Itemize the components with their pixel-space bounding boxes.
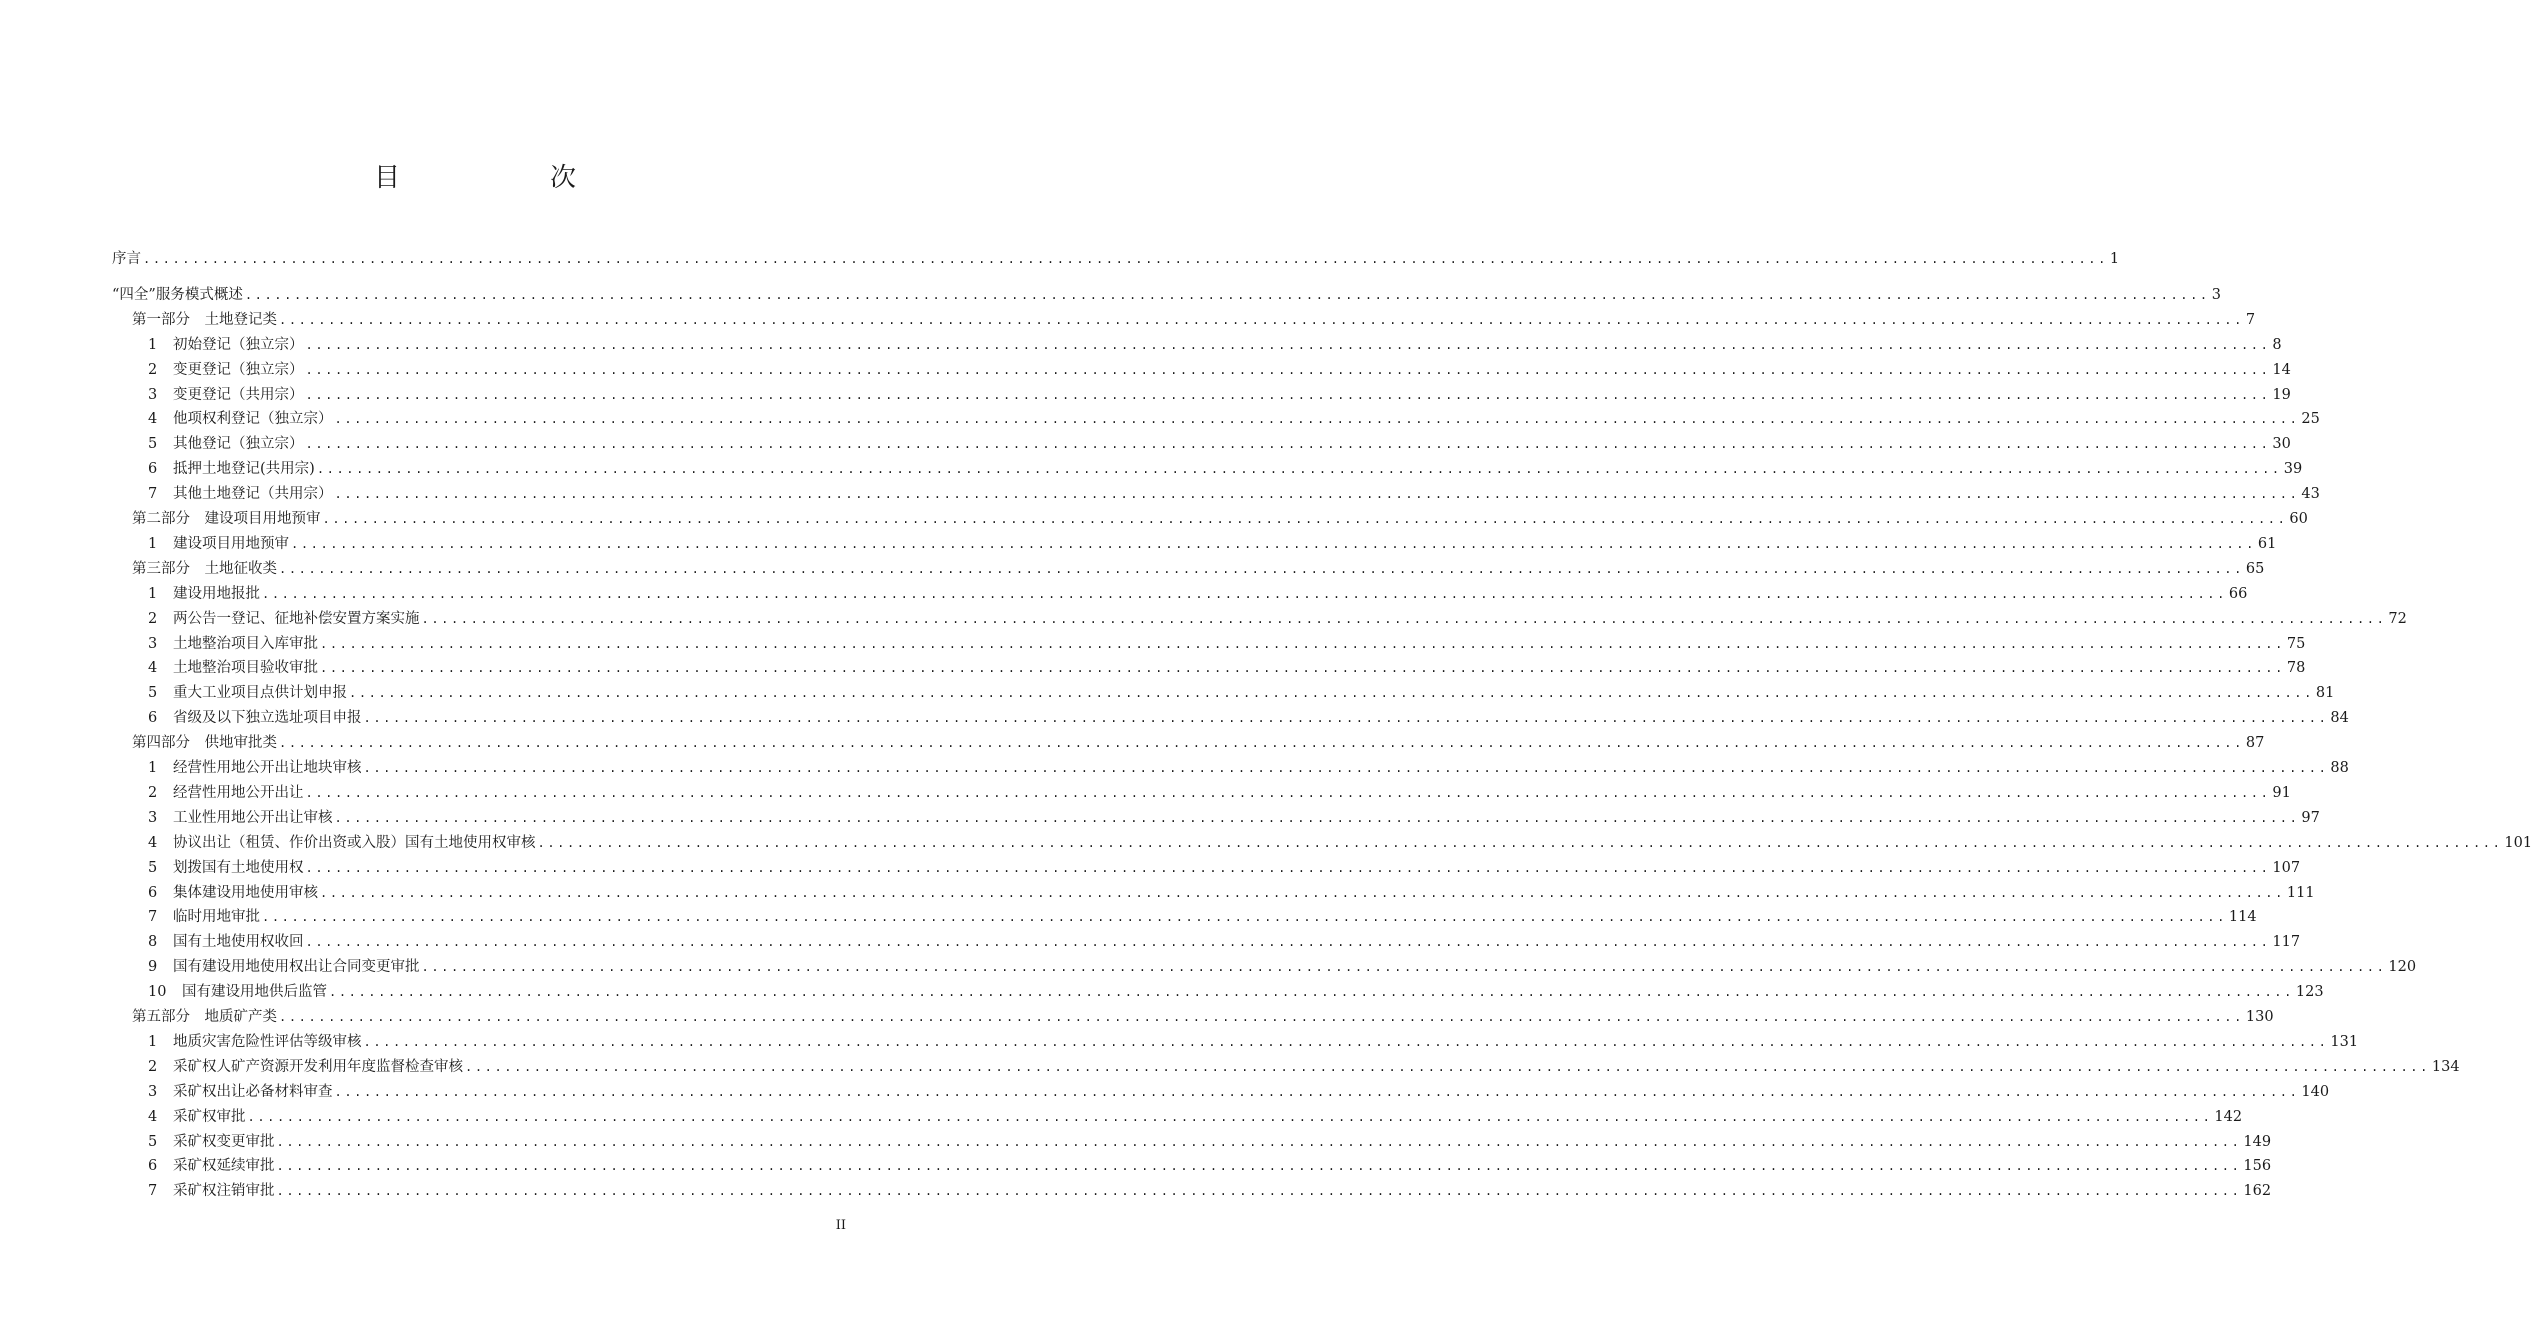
toc-entry-page: 120 (2388, 959, 2417, 976)
toc-entry (148, 1056, 2460, 1078)
toc-entry-number: 1 (148, 336, 158, 353)
toc-entry (148, 857, 2301, 879)
toc-entry (148, 707, 2349, 729)
toc-entry-label: 采矿权注销审批 (173, 1183, 275, 1200)
toc-entry-page: 39 (2283, 461, 2303, 478)
toc-leader-dots: ........................................................................................................................................................................................................ (316, 462, 2282, 477)
toc-entry (148, 1131, 2272, 1153)
toc-entry-label: 变更登记（独立宗） (173, 361, 304, 378)
toc-entry-page: 65 (2245, 560, 2265, 577)
toc-entry-label: 其他登记（独立宗） (173, 436, 304, 453)
toc-leader-dots: ........................................................................................................................................................................................................ (320, 661, 2285, 676)
toc-entry (148, 408, 2320, 430)
toc-entry-page: 43 (2301, 486, 2320, 503)
toc-entry-page: 81 (2315, 685, 2335, 702)
toc-entry-page: 131 (2330, 1033, 2359, 1050)
toc-entry (148, 1180, 2272, 1202)
toc-entry (148, 1155, 2272, 1177)
toc-leader-dots: ........................................................................................................................................................................................................ (363, 1034, 2329, 1049)
toc-leader-dots: ........................................................................................................................................................................................................ (334, 487, 2300, 502)
toc-entry-number: 1 (148, 535, 158, 552)
toc-entry (148, 384, 2291, 406)
toc-entry-page: 134 (2431, 1058, 2460, 1075)
toc-entry-number: 4 (148, 834, 158, 851)
toc-leader-dots: ........................................................................................................................................................................................................ (322, 512, 2288, 526)
toc-entry-label: 国有土地使用权收回 (173, 934, 304, 951)
toc-leader-dots: ........................................................................................................................................................................................................ (465, 1059, 2430, 1074)
toc-entry-label: 划拨国有土地使用权 (173, 859, 304, 876)
toc-leader-dots: ........................................................................................................................................................................................................ (279, 1010, 2244, 1024)
toc-entry (148, 334, 2282, 356)
toc-entry (112, 248, 2120, 270)
toc-leader-dots: ........................................................................................................................................................................................................ (247, 1109, 2213, 1124)
toc-entry-label: “四全”服务模式概述 (112, 286, 243, 303)
toc-entry (132, 508, 2308, 530)
toc-entry-page: 66 (2228, 585, 2248, 602)
toc-entry-label: 重大工业项目点供计划申报 (173, 685, 347, 702)
toc-entry-label: 初始登记（独立宗） (173, 336, 304, 353)
toc-entry-page: 117 (2272, 934, 2301, 951)
toc-entry (148, 906, 2257, 928)
toc-entry (148, 807, 2320, 829)
toc-entry-label: 采矿权人矿产资源开发利用年度监督检查审核 (173, 1058, 463, 1075)
toc-entry (148, 633, 2306, 655)
toc-entry-page: 107 (2272, 859, 2301, 876)
toc-entry-number: 2 (148, 1058, 158, 1075)
toc-entry (148, 483, 2320, 505)
toc-leader-dots: ........................................................................................................................................................................................................ (276, 1134, 2242, 1149)
toc-entry-label: 国有建设用地使用权出让合同变更审批 (173, 959, 420, 976)
toc-entry-label: 土地整治项目验收审批 (173, 660, 318, 677)
toc-leader-dots: ........................................................................................................................................................................................................ (262, 586, 2227, 601)
toc-entry (148, 832, 2532, 854)
toc-entry-label: 地质灾害危险性评估等级审核 (173, 1033, 362, 1050)
toc-entry-number: 1 (148, 760, 158, 776)
toc-entry-label: 工业性用地公开出让审核 (173, 809, 333, 826)
toc-entry-label: 第四部分 供地审批类 (132, 735, 277, 752)
toc-entry (148, 981, 2324, 1003)
toc-leader-dots: ........................................................................................................................................................................................................ (143, 252, 2108, 266)
toc-leader-dots: ........................................................................................................................................................................................................ (305, 387, 2271, 402)
toc-entry-label: 第三部分 土地征收类 (132, 560, 277, 577)
toc-entry (148, 583, 2248, 605)
toc-entry-page: 97 (2301, 809, 2320, 826)
toc-entry-label: 建设用地报批 (173, 585, 260, 602)
toc-leader-dots: ........................................................................................................................................................................................................ (279, 736, 2244, 751)
toc-entry-page: 14 (2272, 361, 2291, 378)
toc-entry-page: 130 (2245, 1009, 2274, 1025)
toc-entry-page: 88 (2330, 760, 2349, 776)
toc-entry (112, 284, 2221, 306)
toc-entry-page: 75 (2286, 635, 2306, 652)
toc-entry-number: 1 (148, 1033, 158, 1050)
toc-entry-label: 土地整治项目入库审批 (173, 635, 318, 652)
toc-entry-label: 采矿权审批 (173, 1108, 246, 1125)
toc-entry (148, 1031, 2359, 1053)
toc-leader-dots: ........................................................................................................................................................................................................ (363, 761, 2329, 775)
toc-entry-label: 采矿权出让必备材料审查 (173, 1083, 333, 1100)
toc-leader-dots: ........................................................................................................................................................................................................ (291, 536, 2256, 551)
toc-entry-number: 7 (148, 909, 158, 926)
toc-entry-page: 149 (2243, 1133, 2272, 1150)
toc-entry-page: 19 (2272, 386, 2291, 403)
toc-leader-dots: ........................................................................................................................................................................................................ (262, 910, 2227, 925)
toc-entry (148, 608, 2407, 630)
toc-entry-number: 2 (148, 361, 158, 378)
toc-entry-label: 建设项目用地预审 (173, 535, 289, 552)
toc-entry-number: 4 (148, 1108, 158, 1125)
toc-entry-number: 1 (148, 585, 158, 602)
toc-entry-page: 25 (2301, 411, 2320, 428)
toc-entry-page: 72 (2388, 610, 2407, 627)
toc-entry-number: 3 (148, 809, 158, 826)
toc-entry-page: 30 (2272, 436, 2291, 453)
toc-entry-label: 省级及以下独立选址项目申报 (173, 710, 362, 727)
toc-entry-page: 91 (2272, 784, 2291, 801)
toc-entry-number: 7 (148, 486, 158, 503)
toc-entry-page: 114 (2228, 909, 2257, 926)
toc-entry-page: 162 (2243, 1183, 2272, 1200)
toc-leader-dots: ........................................................................................................................................................................................................ (276, 1184, 2242, 1199)
toc-leader-dots: ........................................................................................................................................................................................................ (334, 412, 2300, 427)
toc-entry-label: 第一部分 土地登记类 (132, 311, 277, 328)
toc-entry-page: 156 (2243, 1158, 2272, 1175)
toc-entry-label: 他项权利登记（独立宗） (173, 411, 333, 428)
toc-entry-number: 9 (148, 959, 158, 976)
toc-entry (148, 1081, 2330, 1103)
toc-entry-number: 6 (148, 884, 158, 901)
toc-entry (132, 1006, 2274, 1028)
toc-entry-number: 5 (148, 685, 158, 702)
toc-entry-label: 经营性用地公开出让地块审核 (173, 760, 362, 776)
toc-entry (148, 782, 2291, 804)
toc-entry-number: 6 (148, 1158, 158, 1175)
toc-entry-number: 3 (148, 1083, 158, 1100)
toc-title: 目 次 (373, 163, 638, 193)
toc-entry (148, 533, 2277, 555)
toc-entry-number: 2 (148, 784, 158, 801)
toc-entry-page: 123 (2295, 984, 2324, 1001)
toc-entry-page: 61 (2257, 535, 2277, 552)
toc-entry (148, 757, 2349, 779)
toc-entry-label: 序言 (112, 251, 141, 267)
toc-entry-label: 国有建设用地供后监管 (182, 984, 327, 1001)
toc-entry-number: 8 (148, 934, 158, 951)
toc-entry-number: 4 (148, 411, 158, 428)
toc-entry-number: 5 (148, 436, 158, 453)
toc-leader-dots: ........................................................................................................................................................................................................ (320, 885, 2285, 900)
toc-entry-number: 10 (148, 984, 167, 1001)
toc-entry (148, 359, 2291, 381)
toc-entry-number: 5 (148, 1133, 158, 1150)
toc-entry-label: 采矿权变更审批 (173, 1133, 275, 1150)
toc-leader-dots: ........................................................................................................................................................................................................ (421, 611, 2387, 626)
toc-leader-dots: ........................................................................................................................................................................................................ (305, 337, 2271, 352)
toc-entry (148, 1106, 2243, 1128)
toc-leader-dots: ........................................................................................................................................................................................................ (305, 860, 2271, 875)
toc-entry (132, 732, 2265, 754)
toc-entry-page: 87 (2245, 735, 2265, 752)
toc-entry-page: 60 (2289, 511, 2308, 527)
toc-leader-dots: ........................................................................................................................................................................................................ (305, 935, 2271, 950)
toc-leader-dots: ........................................................................................................................................................................................................ (279, 561, 2244, 576)
toc-entry (132, 309, 2256, 331)
toc-leader-dots: ........................................................................................................................................................................................................ (421, 960, 2387, 975)
toc-entry-number: 2 (148, 610, 158, 627)
toc-entry-label: 协议出让（租赁、作价出资或入股）国有土地使用权审核 (173, 834, 536, 851)
toc-entry-page: 111 (2286, 884, 2315, 901)
toc-leader-dots: ........................................................................................................................................................................................................ (276, 1159, 2242, 1174)
toc-entry-number: 3 (148, 386, 158, 403)
toc-entry-number: 5 (148, 859, 158, 876)
toc-entry-number: 6 (148, 461, 158, 478)
toc-leader-dots: ........................................................................................................................................................................................................ (305, 362, 2271, 377)
toc-entry-number: 7 (148, 1183, 158, 1200)
toc-entry-label: 变更登记（共用宗） (173, 386, 304, 403)
toc-entry-number: 4 (148, 660, 158, 677)
toc-entry-label: 采矿权延续审批 (173, 1158, 275, 1175)
toc-leader-dots: ........................................................................................................................................................................................................ (537, 835, 2503, 850)
toc-entry (148, 657, 2306, 679)
toc-entry-number: 6 (148, 710, 158, 727)
toc-entry-page: 7 (2245, 311, 2256, 328)
toc-entry-label: 集体建设用地使用审核 (173, 884, 318, 901)
toc-entry (148, 956, 2417, 978)
toc-entry-page: 78 (2286, 660, 2306, 677)
toc-entry-page: 101 (2504, 834, 2532, 851)
toc-entry-label: 经营性用地公开出让 (173, 784, 304, 801)
toc-leader-dots: ........................................................................................................................................................................................................ (334, 1084, 2300, 1099)
toc-entry-page: 8 (2272, 336, 2282, 353)
toc-leader-dots: ........................................................................................................................................................................................................ (349, 686, 2314, 701)
toc-entry-page: 1 (2109, 251, 2120, 267)
toc-entry-page: 142 (2214, 1108, 2243, 1125)
toc-leader-dots: ........................................................................................................................................................................................................ (305, 785, 2271, 800)
toc-entry (148, 682, 2335, 704)
toc-entry-label: 临时用地审批 (173, 909, 260, 926)
toc-entry (148, 458, 2303, 480)
toc-leader-dots: ........................................................................................................................................................................................................ (320, 636, 2285, 651)
toc-leader-dots: ........................................................................................................................................................................................................ (363, 711, 2329, 726)
toc-entry-page: 140 (2301, 1083, 2330, 1100)
toc-entry-label: 其他土地登记（共用宗） (173, 486, 333, 503)
toc-entry-page: 84 (2330, 710, 2349, 727)
toc-entry-label: 第五部分 地质矿产类 (132, 1009, 277, 1025)
toc-entry-label: 第二部分 建设项目用地预审 (132, 511, 321, 527)
toc-leader-dots: ........................................................................................................................................................................................................ (279, 312, 2244, 327)
toc-leader-dots: ........................................................................................................................................................................................................ (334, 810, 2300, 825)
toc-entry-number: 3 (148, 635, 158, 652)
toc-entry-label: 抵押土地登记(共用宗) (173, 461, 315, 478)
toc-entry (148, 931, 2301, 953)
toc-leader-dots: ........................................................................................................................................................................................................ (305, 437, 2271, 452)
toc-entry (148, 882, 2315, 904)
toc-leader-dots: ........................................................................................................................................................................................................ (329, 985, 2294, 1000)
toc-leader-dots: ........................................................................................................................................................................................................ (244, 287, 2210, 302)
toc-entry (132, 558, 2265, 580)
toc-entry-label: 两公告一登记、征地补偿安置方案实施 (173, 610, 420, 627)
toc-entry (148, 433, 2291, 455)
toc-entry-page: 3 (2211, 286, 2221, 303)
page-number: II (835, 1218, 846, 1233)
